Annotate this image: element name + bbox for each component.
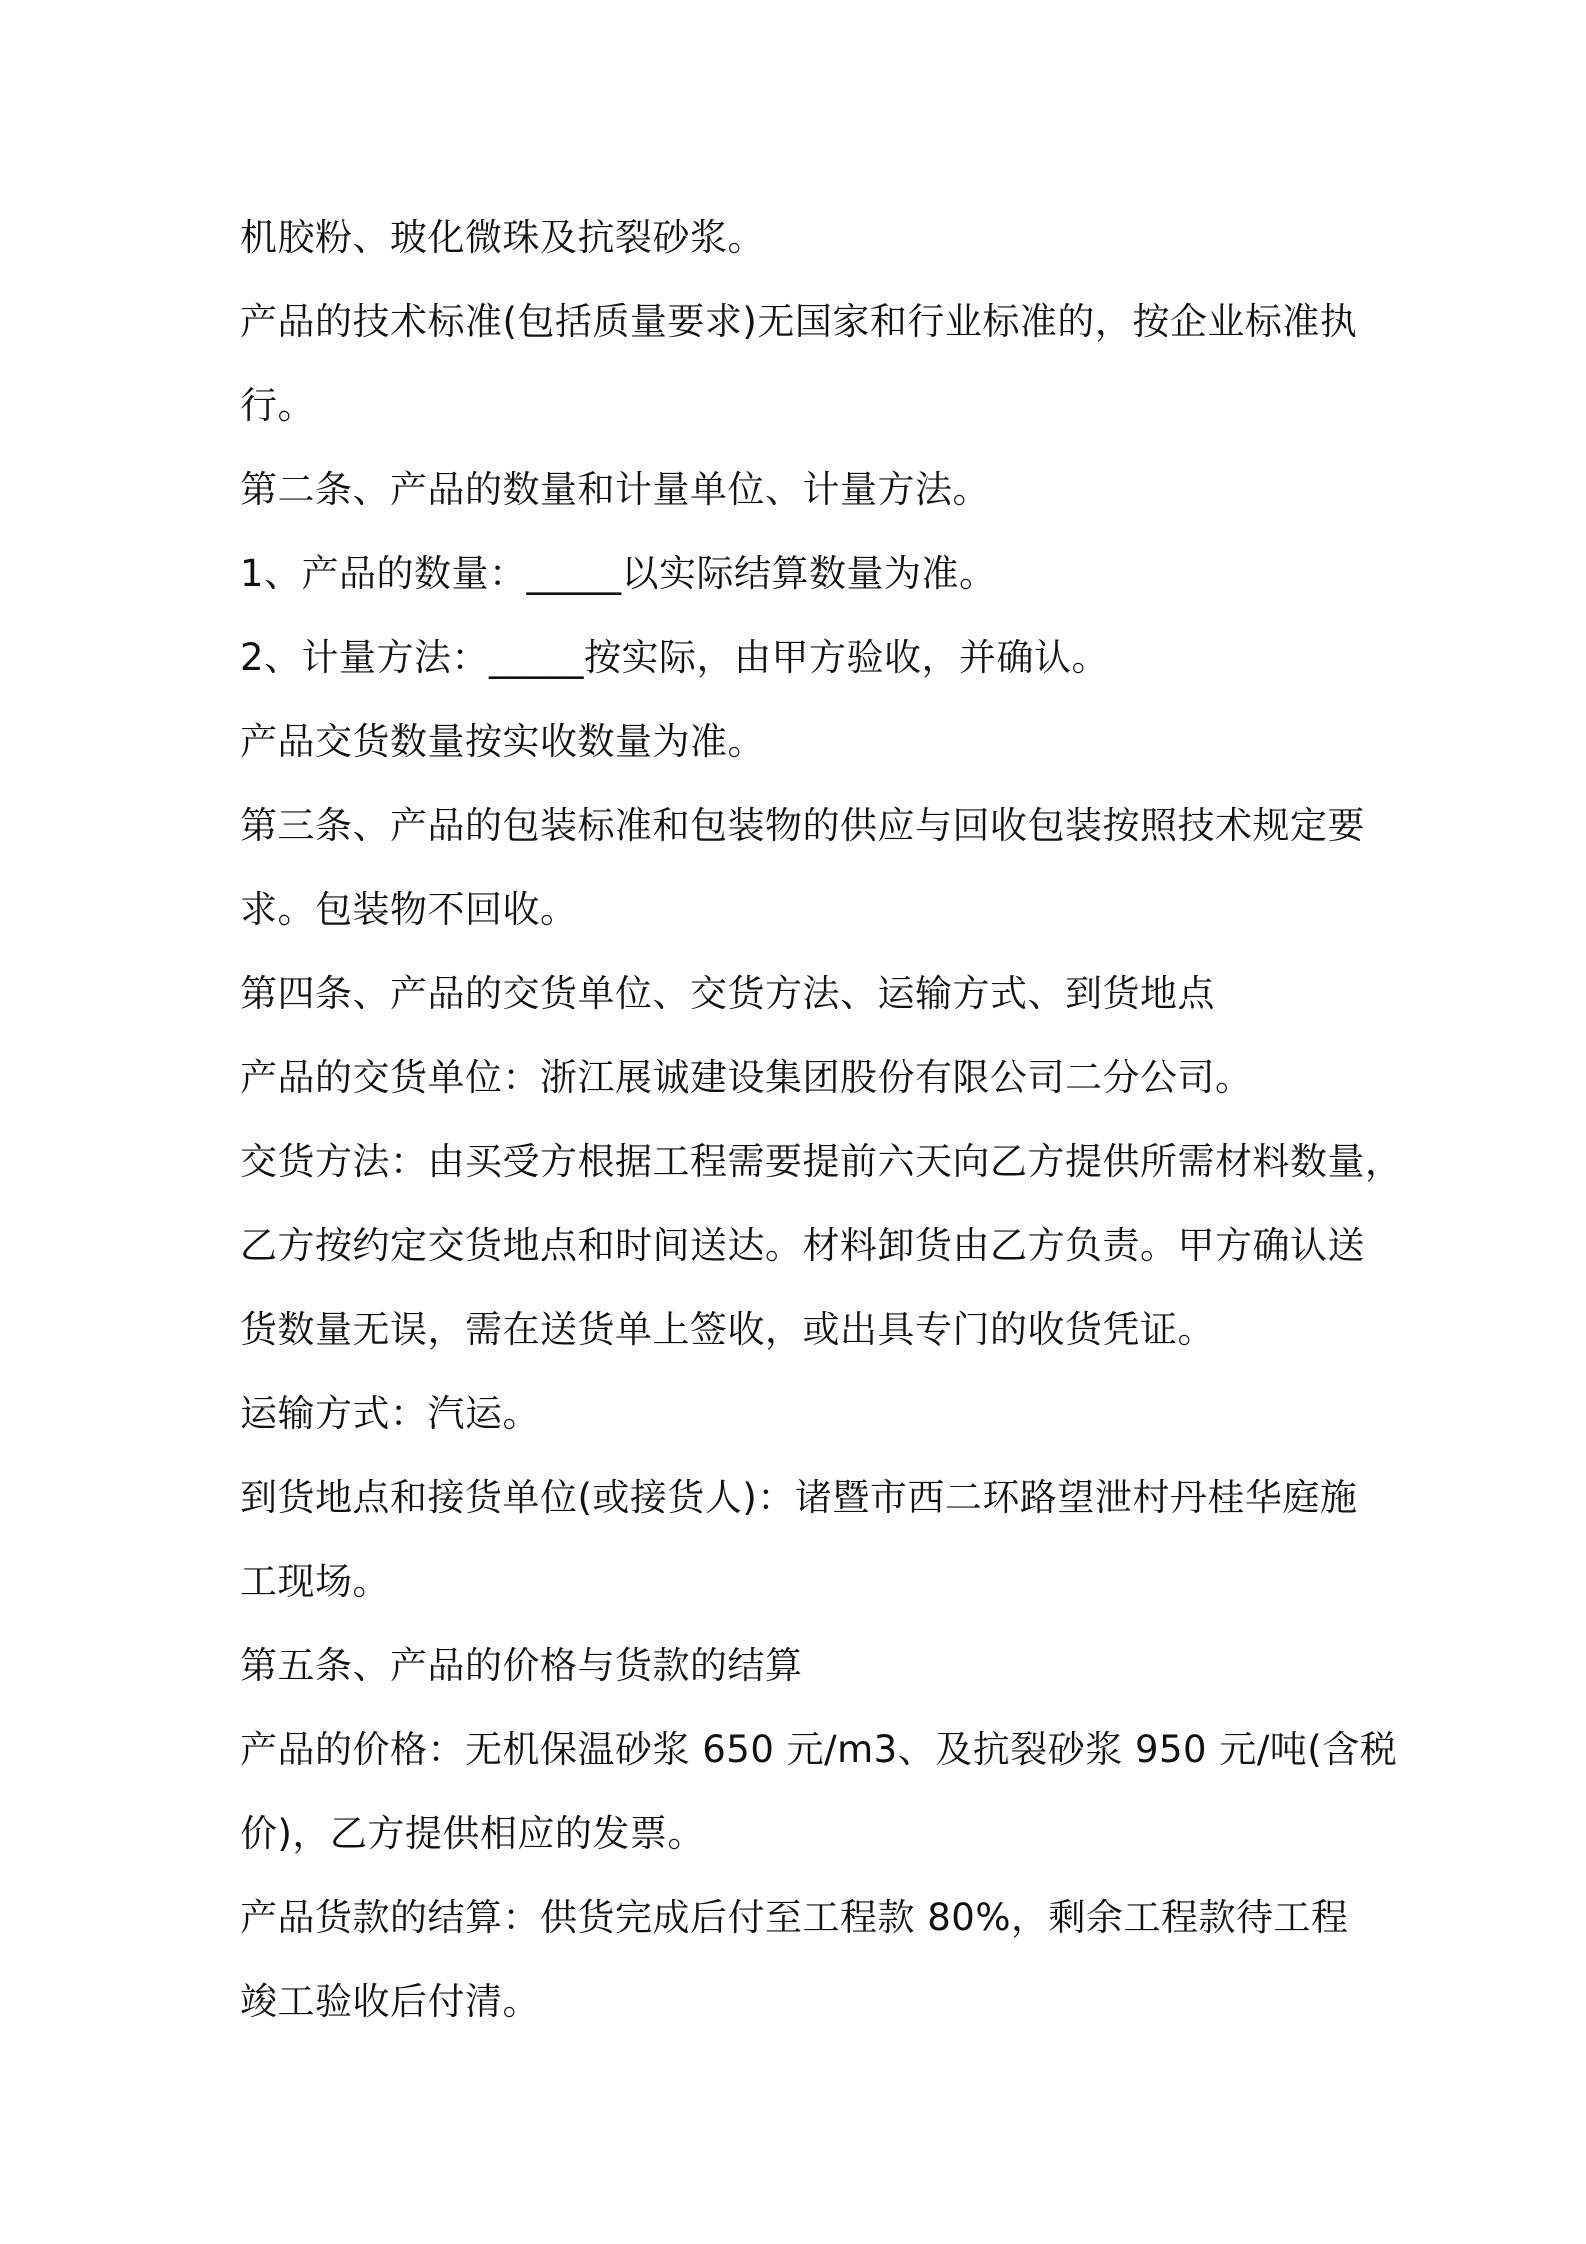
text-line: 产品货款的结算：供货完成后付至工程款 80%，剩余工程款待工程 — [240, 1896, 1349, 1939]
text-line: 产品交货数量按实收数量为准。 — [240, 720, 765, 763]
text-line: 机胶粉、玻化微珠及抗裂砂浆。 — [240, 216, 765, 259]
text-line: 行。 — [240, 384, 315, 427]
section-heading: 第三条、产品的包装标准和包装物的供应与回收包装按照技术规定要 — [240, 804, 1365, 847]
text-line: 产品的价格：无机保温砂浆 650 元/m3、及抗裂砂浆 950 元/吨(含税 — [240, 1728, 1398, 1771]
section-heading: 第五条、产品的价格与货款的结算 — [240, 1644, 803, 1687]
text-line: 竣工验收后付清。 — [240, 1980, 540, 2023]
text-line: 乙方按约定交货地点和时间送达。材料卸货由乙方负责。甲方确认送 — [240, 1224, 1365, 1267]
text-line: 货数量无误，需在送货单上签收，或出具专门的收货凭证。 — [240, 1308, 1215, 1351]
text-line: 产品的技术标准(包括质量要求)无国家和行业标准的，按企业标准执 — [240, 300, 1358, 343]
text-line: 2、计量方法：_____按实际，由甲方验收，并确认。 — [240, 636, 1110, 679]
text-line: 求。包装物不回收。 — [240, 888, 578, 931]
section-heading: 第四条、产品的交货单位、交货方法、运输方式、到货地点 — [240, 972, 1215, 1015]
contract-text-body — [240, 196, 1403, 2044]
text-line: 1、产品的数量：_____以实际结算数量为准。 — [240, 552, 997, 595]
section-heading: 第二条、产品的数量和计量单位、计量方法。 — [240, 468, 990, 511]
text-line: 交货方法：由买受方根据工程需要提前六天向乙方提供所需材料数量， — [240, 1140, 1403, 1183]
text-line: 运输方式：汽运。 — [240, 1392, 540, 1435]
text-line: 产品的交货单位：浙江展诚建设集团股份有限公司二分公司。 — [240, 1056, 1253, 1099]
text-line: 到货地点和接货单位(或接货人)：诸暨市西二环路望泄村丹桂华庭施 — [240, 1476, 1358, 1519]
text-line: 工现场。 — [240, 1560, 390, 1603]
text-line: 价)，乙方提供相应的发票。 — [240, 1812, 705, 1855]
